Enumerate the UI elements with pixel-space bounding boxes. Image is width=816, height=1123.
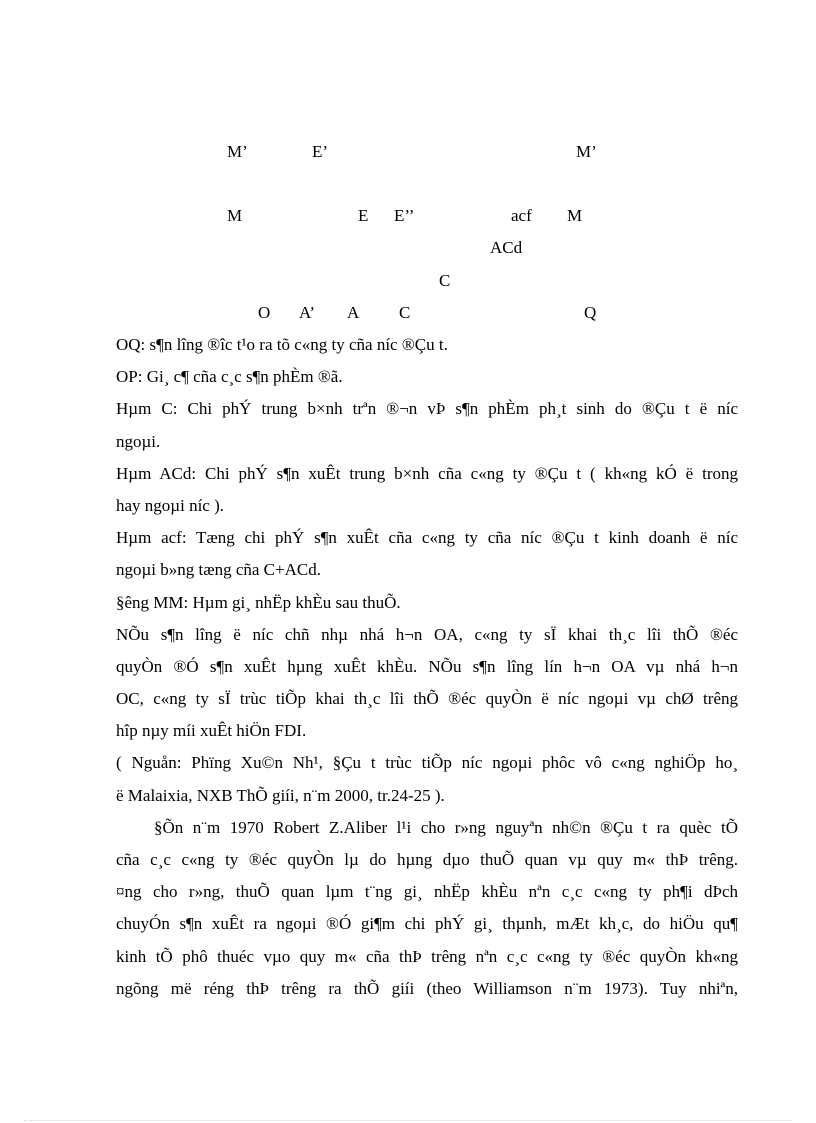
label-a-prime: A’ xyxy=(299,303,316,322)
label-q: Q xyxy=(584,303,597,322)
text-line: ë Malaixia, NXB ThÕ giíi, n¨m 2000, tr.24-25 ). xyxy=(116,786,445,805)
label-acd: ACd xyxy=(490,238,523,257)
text-line: chuyÓn s¶n xuÊt ra ngoµi ®Ó gi¶m chi phÝ gi¸ thµnh, mÆt kh¸c, do hiÖu qu¶ xyxy=(116,914,738,933)
label-m-prime-right: M’ xyxy=(576,142,597,161)
text-line: OQ: s¶n lîng ®îc t¹o ra tõ c«ng ty cña níc ®Çu t. xyxy=(116,335,448,354)
text-line: §êng MM: Hµm gi¸ nhËp khÈu sau thuÕ. xyxy=(116,593,401,612)
page-bottom-divider xyxy=(24,1120,792,1121)
text-line: ngoµi. xyxy=(116,432,161,451)
label-e-double-prime: E’’ xyxy=(394,206,415,225)
label-e: E xyxy=(358,206,369,225)
text-line: hay ngoµi níc ). xyxy=(116,496,224,515)
text-line: cña c¸c c«ng ty ®éc quyÒn lµ do hµng dµo thuÕ quan vµ quy m« thÞ trêng. xyxy=(116,850,738,869)
label-c-upper: C xyxy=(439,271,451,290)
text-line: ( Nguån: Phïng Xu©n Nh¹, §Çu t trùc tiÕp níc ngoµi phôc vô c«ng nghiÖp ho¸ xyxy=(116,753,738,772)
label-acf: acf xyxy=(511,206,532,225)
label-m-right: M xyxy=(567,206,583,225)
text-line: ngõng më réng thÞ trêng ra thÕ giíi (theo Williamson n¨m 1973). Tuy nhiªn, xyxy=(116,979,738,998)
label-e-prime: E’ xyxy=(312,142,329,161)
text-line: Hµm ACd: Chi phÝ s¶n xuÊt trung b×nh cña c«ng ty ®Çu t ( kh«ng kÓ ë trong xyxy=(116,464,738,483)
text-line: hîp nµy míi xuÊt hiÖn FDI. xyxy=(116,721,307,740)
text-line: Hµm C: Chi phÝ trung b×nh trªn ®¬n vÞ s¶n phÈm ph¸t sinh do ®Çu t ë níc xyxy=(116,399,738,418)
label-m-prime-left: M’ xyxy=(227,142,248,161)
text-line: OC, c«ng ty sÏ trùc tiÕp khai th¸c lîi thÕ ®éc quyÒn ë níc ngoµi vµ chØ trêng xyxy=(116,689,738,708)
text-line: §Õn n¨m 1970 Robert Z.Aliber l¹i cho r»ng nguyªn nh©n ®Çu t ra quèc tÕ xyxy=(154,818,738,837)
label-c-lower: C xyxy=(399,303,411,322)
text-line: OP: Gi¸ c¶ cña c¸c s¶n phÈm ®ã. xyxy=(116,367,343,386)
text-line: ¤ng cho r»ng, thuÕ quan lµm t¨ng gi¸ nhËp khÈu nªn c¸c c«ng ty ph¶i dÞch xyxy=(116,882,738,901)
text-line: NÕu s¶n lîng ë níc chñ nhµ nhá h¬n OA, c«ng ty sÏ khai th¸c lîi thÕ ®éc xyxy=(116,625,738,644)
text-line: kinh tÕ phô thuéc vµo quy m« cña thÞ trêng nªn c¸c c«ng ty ®éc quyÒn kh«ng xyxy=(116,947,738,966)
text-line: quyÒn ®Ó s¶n xuÊt hµng xuÊt khÈu. NÕu s¶n lîng lín h¬n OA vµ nhá h¬n xyxy=(116,657,738,676)
label-o: O xyxy=(258,303,271,322)
text-line: ngoµi b»ng tæng cña C+ACd. xyxy=(116,560,321,579)
label-a: A xyxy=(347,303,360,322)
text-line: Hµm acf: Tæng chi phÝ s¶n xuÊt cña c«ng ty cña níc ®Çu t kinh doanh ë níc xyxy=(116,528,738,547)
label-m-left: M xyxy=(227,206,243,225)
